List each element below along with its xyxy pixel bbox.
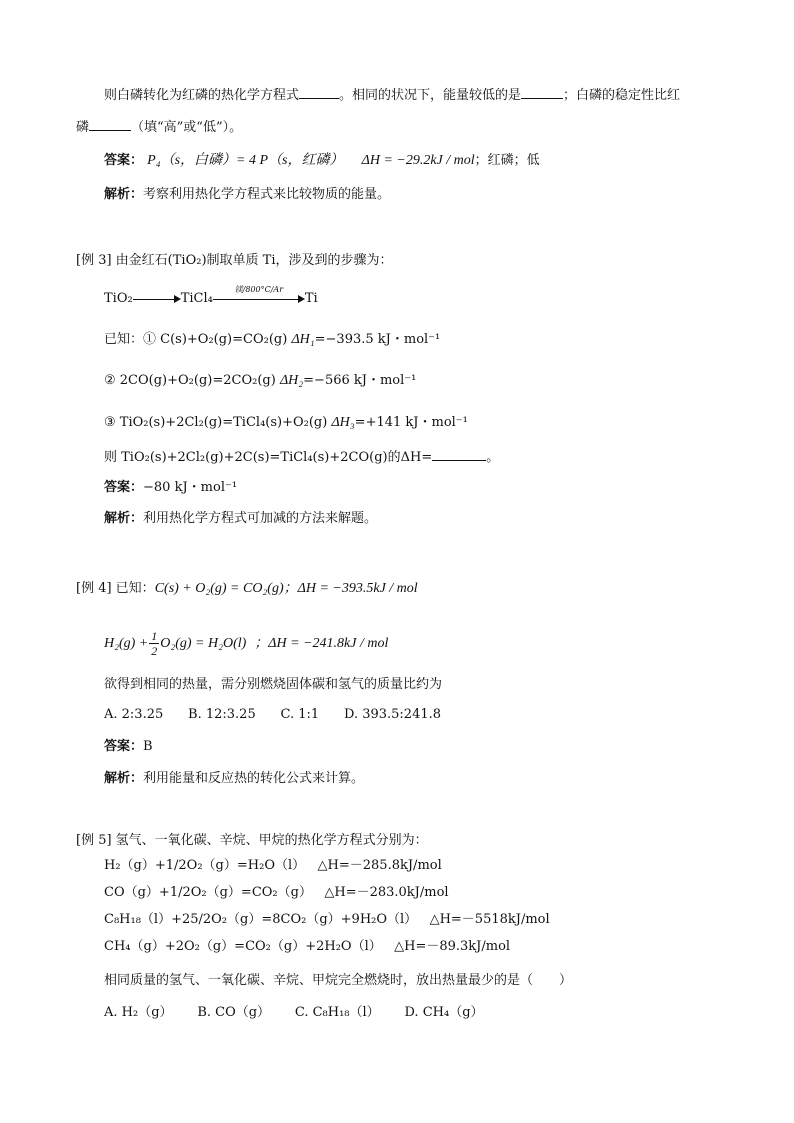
answer-1: [104, 152, 540, 170]
scheme-ti: Ti: [304, 291, 318, 306]
fraction-den: 2: [151, 644, 158, 658]
title-text: [例 4] 已知：: [76, 581, 155, 596]
answer-text: −80 kJ・mol⁻¹: [143, 480, 238, 495]
eq-1: C(s) + O₂(g) = CO₂(g): [154, 581, 284, 596]
known-1-dh: ΔH₁: [291, 332, 315, 347]
known-1-val: =−393.5 kJ・mol⁻¹: [314, 332, 441, 347]
intro-line-2: [76, 116, 242, 137]
known-1: [104, 331, 440, 349]
known-3-dh: ΔH₃: [331, 415, 355, 430]
eq-1-dh: ；ΔH = −393.5kJ / mol: [283, 581, 418, 596]
reaction-4: CH₄（g）+2O₂（g）=CO₂（g）+2H₂O（l） △H=－89.3kJ/mol: [104, 939, 511, 954]
answer-4: [104, 738, 153, 756]
explain-text: 考察利用热化学方程式来比较物质的能量。: [143, 187, 391, 202]
scheme-tio2: TiO₂: [104, 291, 133, 306]
explain-label: 解析：: [104, 771, 144, 786]
intro-text-c: ；白磷的稳定性比红: [563, 88, 681, 103]
known-3-eq: ③ TiO₂(s)+2Cl₂(g)=TiCl₄(s)+O₂(g): [104, 415, 328, 430]
blank-1[interactable]: [299, 84, 339, 99]
intro-text-b: 。相同的状况下，能量较低的是: [339, 88, 522, 103]
blank-2[interactable]: [521, 84, 563, 99]
explain-text: 利用能量和反应热的转化公式来计算。: [143, 771, 365, 786]
known-3-val: =+141 kJ・mol⁻¹: [354, 415, 468, 430]
example-4-eq2: [104, 628, 388, 660]
explain-label: 解析：: [104, 511, 144, 526]
answer-rest: ；红磷；低: [474, 153, 540, 168]
answer-dh: ΔH = −29.2kJ / mol: [361, 153, 475, 168]
intro-text-d: 磷: [76, 120, 90, 135]
known-2-dh: ΔH₂: [279, 373, 304, 388]
arrow-condition-icon: [213, 284, 305, 305]
arrow-condition: 镁/800°C/Ar: [234, 284, 284, 294]
question-end: 。: [486, 450, 500, 465]
scheme-ticl4: TiCl₄: [180, 291, 213, 306]
intro-text-a: 则白磷转化为红磷的热化学方程式: [104, 88, 300, 103]
known-1-eq: 已知：① C(s)+O₂(g)=CO₂(g): [104, 332, 288, 347]
example-5-options: A. H₂（g） B. CO（g） C. C₈H₁₈（l） D. CH₄（g）: [104, 1005, 484, 1020]
known-2-eq: ② 2CO(g)+O₂(g)=2CO₂(g): [104, 373, 276, 388]
blank-3[interactable]: [89, 116, 131, 131]
fraction-half: [149, 629, 159, 658]
answer-label: 答案：: [104, 739, 144, 754]
example-5-title: [例 5] 氢气、一氧化碳、辛烷、甲烷的热化学方程式分别为：: [76, 833, 428, 848]
fraction-num: 1: [151, 629, 158, 643]
explain-4: [104, 770, 364, 788]
example-5-question: 相同质量的氢气、一氧化碳、辛烷、甲烷完全燃烧时，放出热量最少的是（ ）: [104, 973, 573, 988]
blank-4[interactable]: [432, 446, 486, 461]
intro-text-e: （填“高”或“低”）。: [131, 120, 243, 135]
example-4-options: A. 2:3.25 B. 12:3.25 C. 1:1 D. 393.5:241.8: [104, 707, 442, 722]
explain-3: [104, 510, 377, 528]
reaction-2: CO（g）+1/2O₂（g）=CO₂（g） △H=－283.0kJ/mol: [104, 885, 449, 900]
example-4-question: 欲得到相同的热量，需分别燃烧固体碳和氢气的质量比约为: [104, 677, 443, 692]
explain-text: 利用热化学方程式可加减的方法来解题。: [143, 511, 378, 526]
known-2: [104, 372, 416, 390]
answer-formula: P₄（s，白磷）= 4 P（s，红磷）: [147, 153, 344, 168]
reaction-1: H₂（g）+1/2O₂（g）=H₂O（l） △H=－285.8kJ/mol: [104, 858, 442, 873]
known-3: [104, 414, 468, 432]
example-3-question: [104, 446, 499, 467]
example-4-title: [76, 580, 418, 598]
arrow-icon: [133, 293, 181, 305]
intro-line-1: [104, 84, 680, 105]
example-3-title: [例 3] 由金红石(TiO₂)制取单质 Ti，涉及到的步骤为：: [76, 253, 393, 268]
answer-label: 答案：: [104, 153, 144, 168]
eq-2-b: O₂(g) = H₂O(l): [160, 636, 247, 651]
reaction-3: C₈H₁₈（l）+25/2O₂（g）=8CO₂（g）+9H₂O（l） △H=－5518kJ/mol: [104, 912, 550, 927]
question-text: 则 TiO₂(s)+2Cl₂(g)+2C(s)=TiCl₄(s)+2CO(g)的ΔH=: [104, 450, 433, 465]
eq-2-a: H₂(g) +: [104, 636, 149, 651]
explain-label: 解析：: [104, 187, 144, 202]
example-3-scheme: [104, 284, 318, 308]
answer-text: B: [143, 739, 153, 754]
answer-3: [104, 479, 237, 497]
answer-label: 答案：: [104, 480, 144, 495]
eq-2-dh: ；ΔH = −241.8kJ / mol: [254, 636, 389, 651]
known-2-val: =−566 kJ・mol⁻¹: [303, 373, 417, 388]
explain-1: [104, 186, 390, 204]
